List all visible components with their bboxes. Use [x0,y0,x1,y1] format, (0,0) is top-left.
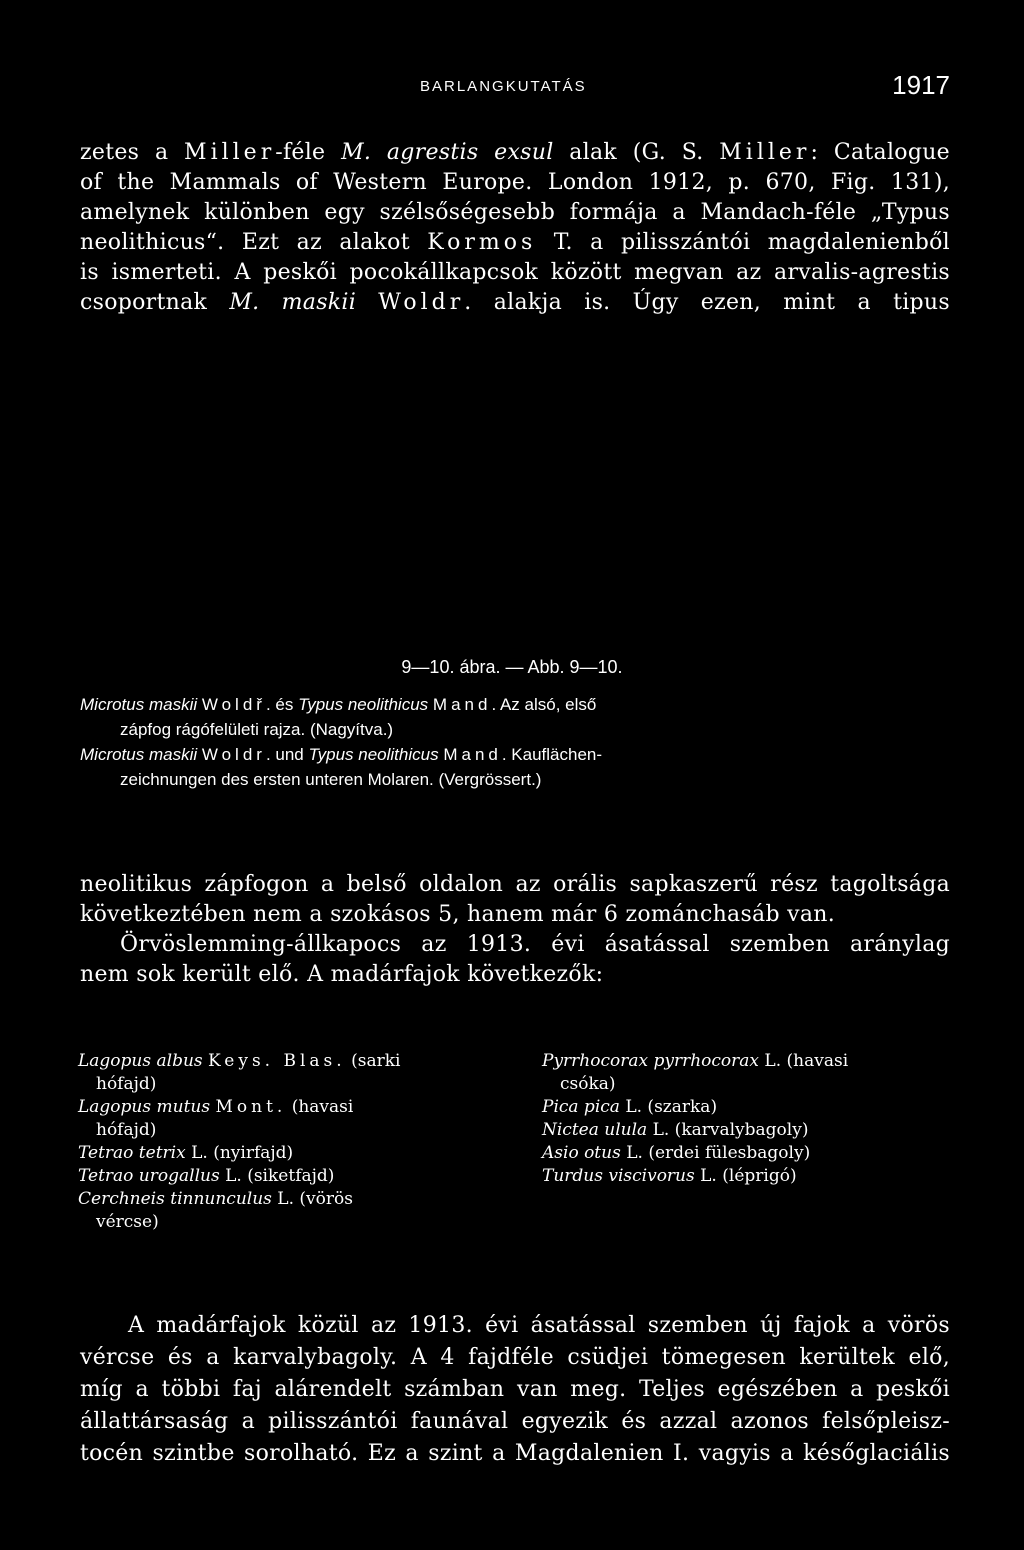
text-line: neolithicus“. Ezt az alakot Kormos T. a pilisszántói magdalenienből [80,230,950,255]
list-item: Turdus viscivorus L. (léprigó) [542,1166,797,1186]
list-item: Pica pica L. (szarka) [542,1097,718,1117]
text-line: míg a többi faj alárendelt számban van meg. Teljes egészében a peskői [80,1377,950,1402]
list-item: Tetrao urogallus L. (siketfajd) [78,1166,335,1186]
text-line: állattársaság a pilisszántói faunával egyezik és azzal azonos felsőpleisz- [80,1409,950,1434]
text-line: vércse és a karvalybagoly. A 4 fajdféle csüdjei tömegesen kerültek elő, [80,1345,950,1370]
text-line: A madárfajok közül az 1913. évi ásatással szemben új fajok a vörös [128,1313,950,1338]
page-number: 1917 [892,70,950,100]
list-item: Lagopus mutus Mont. (havasi hófajd) [78,1097,354,1140]
text-line: zetes a Miller-féle M. agrestis exsul alak (G. S. Miller: Catalogue [80,140,950,165]
list-item: Tetrao tetrix L. (nyirfajd) [78,1143,294,1163]
text-line: Örvöslemming-állkapocs az 1913. évi ásatással szemben aránylag [120,932,950,957]
caption-hu-line: zápfog rágófelületi rajza. (Nagyítva.) [120,720,394,739]
caption-hu-line: Microtus maskii Woldř. és Typus neolithicus Mand. Az alsó, első [80,695,597,714]
bird-list-right [542,1050,942,1188]
list-item: Lagopus albus Keys. Blas. (sarki hófajd) [78,1051,401,1094]
list-item: Nictea ulula L. (karvalybagoly) [542,1120,809,1140]
text-line: tocén szintbe sorolható. Ez a szint a Magdalenien I. vagyis a későglaciális [80,1441,950,1466]
figure-label: 9—10. ábra. — Abb. 9—10. [401,657,623,677]
bird-list-left [78,1050,458,1234]
caption-de-line: Microtus maskii Woldr. und Typus neolithicus Mand. Kauflächen- [80,745,603,764]
list-item: Pyrrhocorax pyrrhocorax L. (havasi csóka) [542,1051,849,1094]
list-item: Cerchneis tinnunculus L. (vörös vércse) [78,1189,353,1232]
paragraph-middle [80,870,950,990]
running-title: BARLANGKUTATÁS [420,78,587,95]
text-line: is ismerteti. A peskői pocokállkapcsok között megvan az arvalis-agrestis [80,260,950,285]
text-line: következtében nem a szokásos 5, hanem már 6 zománchasáb van. [80,902,836,927]
text-line: amelynek különben egy szélsőségesebb formája a Mandach-féle „Typus [80,200,950,225]
list-item: Asio otus L. (erdei fülesbagoly) [542,1143,811,1163]
caption-de-line: zeichnungen des ersten unteren Molaren. (Vergrössert.) [120,770,542,789]
paragraph-closing [80,1310,950,1470]
paragraph-intro [80,138,950,318]
text-line: csoportnak M. maskii Woldr. alakja is. Úgy ezen, mint a tipus [80,290,950,315]
figure-caption [80,655,944,792]
text-line: neolitikus zápfogon a belső oldalon az orális sapkaszerű rész tagoltsága [80,872,950,897]
page-header [0,70,1024,110]
text-line: of the Mammals of Western Europe. London 1912, p. 670, Fig. 131), [80,170,950,195]
text-line: nem sok került elő. A madárfajok következők: [80,962,604,987]
